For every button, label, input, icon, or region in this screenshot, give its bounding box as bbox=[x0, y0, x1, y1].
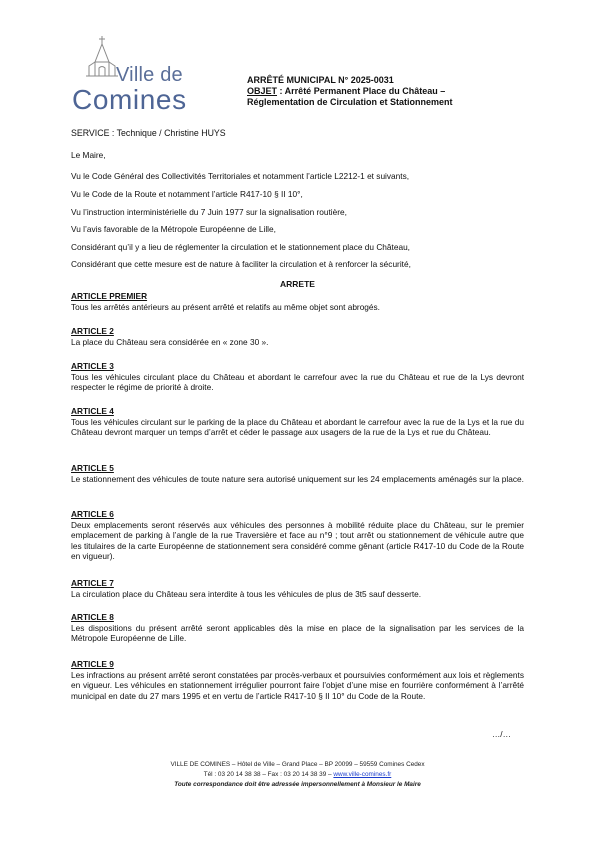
article-text: Les infractions au présent arrêté seront constatées par procès-verbaux et poursuivies conformément aux lois et règlements en vigueur. Les véhicules en stationnement irrégulier pourront faire l’objet d’une mise en fourrière conformément à l’arrêté municipal en date du 27 mars 1995 et en vertu de l’article R417-10 § II 10° du Code de la Route. bbox=[71, 669, 524, 701]
considerant-line: Considérant que cette mesure est de nature à faciliter la circulation et à renforcer la sécurité, bbox=[71, 259, 411, 269]
article-heading: ARTICLE PREMIER bbox=[71, 291, 148, 301]
vu-line: Vu le Code Général des Collectivités Territoriales et notamment l’article L2212-1 et suivants, bbox=[71, 171, 410, 181]
footer-phone-fax: Tél : 03 20 14 38 38 – Fax : 03 20 14 38 39 – bbox=[203, 771, 334, 778]
article-text: Le stationnement des véhicules de toute nature sera autorisé uniquement sur les 24 emplacements aménagés sur la place. bbox=[71, 473, 524, 484]
article-heading: ARTICLE 5 bbox=[71, 463, 114, 473]
vu-line: Vu le Code de la Route et notamment l’article R417-10 § II 10°, bbox=[71, 189, 303, 199]
article bbox=[71, 326, 524, 347]
arrete-heading: ARRETE bbox=[280, 279, 315, 289]
article bbox=[71, 406, 524, 438]
vu-line: Vu l’instruction interministérielle du 7 Juin 1977 sur la signalisation routière, bbox=[71, 207, 347, 217]
article bbox=[71, 361, 524, 393]
logo-ville-text: Ville de bbox=[116, 64, 183, 86]
article-text: Tous les véhicules circulant place du Château et abordant le carrefour avec la rue du Château et rue de la Lys devront respecter le régime de priorité à droite. bbox=[71, 371, 524, 392]
article-heading: ARTICLE 3 bbox=[71, 361, 114, 371]
article-text: La place du Château sera considérée en « zone 30 ». bbox=[71, 336, 269, 347]
footer-address: VILLE DE COMINES – Hôtel de Ville – Grand Place – BP 20099 – 59559 Comines Cedex bbox=[170, 761, 425, 768]
article-text: La circulation place du Château sera interdite à tous les véhicules de plus de 3t5 sauf desserte. bbox=[71, 588, 422, 599]
website-link[interactable]: www.ville-comines.fr bbox=[333, 771, 392, 778]
footer-contact bbox=[0, 770, 595, 780]
objet-text: : Arrêté Permanent Place du Château – bbox=[277, 86, 446, 96]
article-text: Tous les véhicules circulant sur le parking de la place du Château et abordant le carrefour avec la rue de la Lys et la rue du Château devront marquer un temps d’arrêt et céder le passage aux usagers de la rue de la Lys et rue du Château. bbox=[71, 416, 524, 437]
church-spire-icon bbox=[84, 36, 120, 88]
article bbox=[71, 509, 524, 562]
article-heading: ARTICLE 4 bbox=[71, 406, 114, 416]
article bbox=[71, 291, 524, 312]
article-text: Tous les arrêtés antérieurs au présent arrêté et relatifs au même objet sont abrogés. bbox=[71, 301, 380, 312]
objet-label: OBJET bbox=[247, 86, 278, 96]
article-heading: ARTICLE 8 bbox=[71, 612, 114, 622]
article-heading: ARTICLE 9 bbox=[71, 659, 114, 669]
service-line: SERVICE : Technique / Christine HUYS bbox=[71, 128, 226, 138]
decree-objet bbox=[247, 86, 547, 97]
article-heading: ARTICLE 2 bbox=[71, 326, 114, 336]
considerant-line: Considérant qu’il y a lieu de réglementer la circulation et le stationnement place du Château, bbox=[71, 242, 410, 252]
decree-title: ARRÊTÉ MUNICIPAL N° 2025-0031 bbox=[247, 75, 394, 85]
article-text: Deux emplacements seront réservés aux véhicules des personnes à mobilité réduite place du Château, sur le premier emplacement de parking à l’angle de la rue Traversière et face au n°9 ; tout arrêt ou stationnement de véhicule autre que les titulaires de la carte Européenne de stationnement sera considéré comme gênant (article R417-10 du Code de la Route en vigueur). bbox=[71, 519, 524, 561]
article-heading: ARTICLE 7 bbox=[71, 578, 114, 588]
city-logo bbox=[72, 36, 187, 115]
footer-correspondence-note: Toute correspondance doit être adressée impersonnellement à Monsieur le Maire bbox=[174, 781, 421, 788]
article bbox=[71, 463, 524, 484]
article bbox=[71, 578, 524, 599]
article-heading: ARTICLE 6 bbox=[71, 509, 114, 519]
article bbox=[71, 659, 524, 701]
decree-header bbox=[247, 75, 547, 108]
continuation-mark: …/… bbox=[492, 729, 511, 739]
article bbox=[71, 612, 524, 644]
decree-objet-line2: Réglementation de Circulation et Stationnement bbox=[247, 97, 453, 107]
page-footer bbox=[0, 760, 595, 790]
article-text: Les dispositions du présent arrêté seront applicables dès la mise en place de la signalisation par les services de la Métropole Européenne de Lille. bbox=[71, 622, 524, 643]
logo-comines-text: Comines bbox=[72, 84, 187, 115]
vu-line: Vu l’avis favorable de la Métropole Européenne de Lille, bbox=[71, 224, 276, 234]
le-maire: Le Maire, bbox=[71, 150, 106, 160]
